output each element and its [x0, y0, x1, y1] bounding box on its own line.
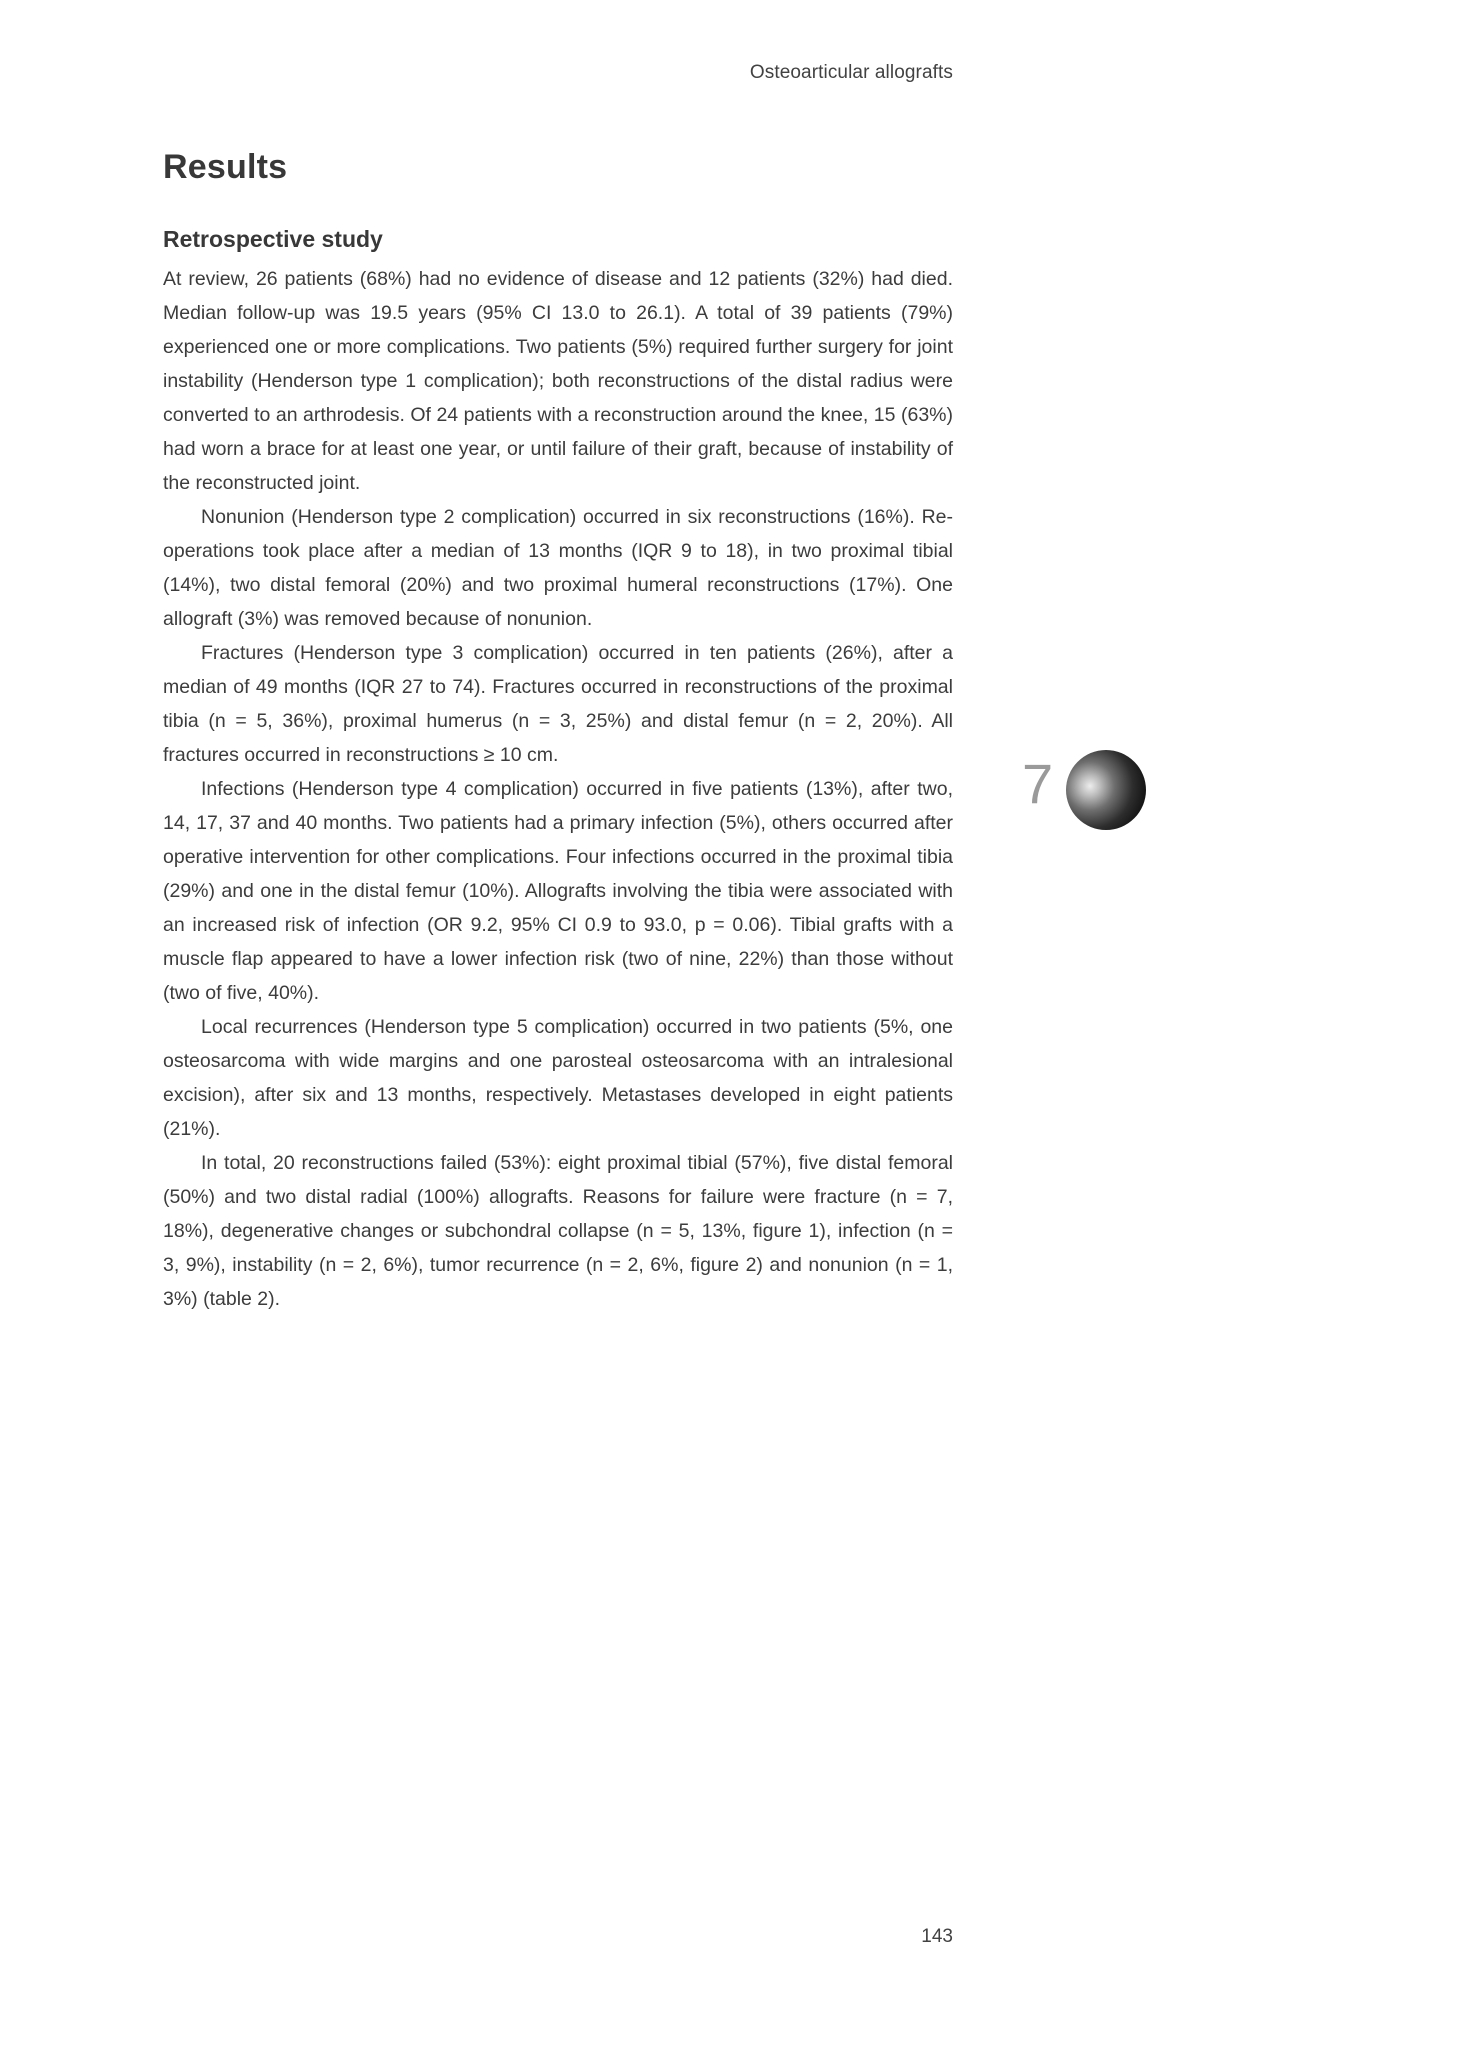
body-paragraph: In total, 20 reconstructions failed (53%): eight proximal tibial (57%), five distal femoral (50%) and two distal radial (100%) allografts. Reasons for failure were fracture (n = 7, 18%), degenerative changes or subchondral collapse (n = 5, 13%, figure 1), infection (n = 3, 9%), instability (n = 2, 6%), tumor recurrence (n = 2, 6%, figure 2) and nonunion (n = 1, 3%) (table 2). [163, 1152, 953, 1310]
section-heading: Retrospective study [163, 226, 383, 252]
body-paragraph: Infections (Henderson type 4 complication) occurred in five patients (13%), after two, 14, 17, 37 and 40 months. Two patients had a primary infection (5%), others occurred after operative intervention for other complications. Four infections occurred in the proximal tibia (29%) and one in the distal femur (10%). Allografts involving the tibia were associated with an increased risk of infection (OR 9.2, 95% CI 0.9 to 93.0, p = 0.06). Tibial grafts with a muscle flap appeared to have a lower infection risk (two of nine, 22%) than those without (two of five, 40%). [163, 778, 953, 1004]
running-head: Osteoarticular allografts [749, 62, 953, 83]
body-paragraph: At review, 26 patients (68%) had no evidence of disease and 12 patients (32%) had died. Median follow-up was 19.5 years (95% CI 13.0 to 26.1). A total of 39 patients (79%) experienced one or more complications. Two patients (5%) required further surgery for joint instability (Henderson type 1 complication); both reconstructions of the distal radius were converted to an arthrodesis. Of 24 patients with a reconstruction around the knee, 15 (63%) had worn a brace for at least one year, or until failure of their graft, because of instability of the reconstructed joint. [163, 268, 953, 494]
chapter-tab [1022, 748, 1152, 838]
page-title: Results [163, 148, 288, 186]
body-text-block [163, 262, 953, 1316]
body-paragraph: Nonunion (Henderson type 2 complication) occurred in six reconstructions (16%). Re-operations took place after a median of 13 months (IQR 9 to 18), in two proximal tibial (14%), two distal femoral (20%) and two proximal humeral reconstructions (17%). One allograft (3%) was removed because of nonunion. [163, 506, 953, 630]
body-paragraph: Local recurrences (Henderson type 5 complication) occurred in two patients (5%, one osteosarcoma with wide margins and one parosteal osteosarcoma with an intralesional excision), after six and 13 months, respectively. Metastases developed in eight patients (21%). [163, 1016, 953, 1140]
chapter-number: 7 [1022, 752, 1054, 815]
page-number: 143 [921, 1926, 953, 1947]
body-paragraph: Fractures (Henderson type 3 complication) occurred in ten patients (26%), after a median of 49 months (IQR 27 to 74). Fractures occurred in reconstructions of the proximal tibia (n = 5, 36%), proximal humerus (n = 3, 25%) and distal femur (n = 2, 20%). All fractures occurred in reconstructions ≥ 10 cm. [163, 642, 953, 766]
chapter-sphere-image [1066, 750, 1146, 830]
